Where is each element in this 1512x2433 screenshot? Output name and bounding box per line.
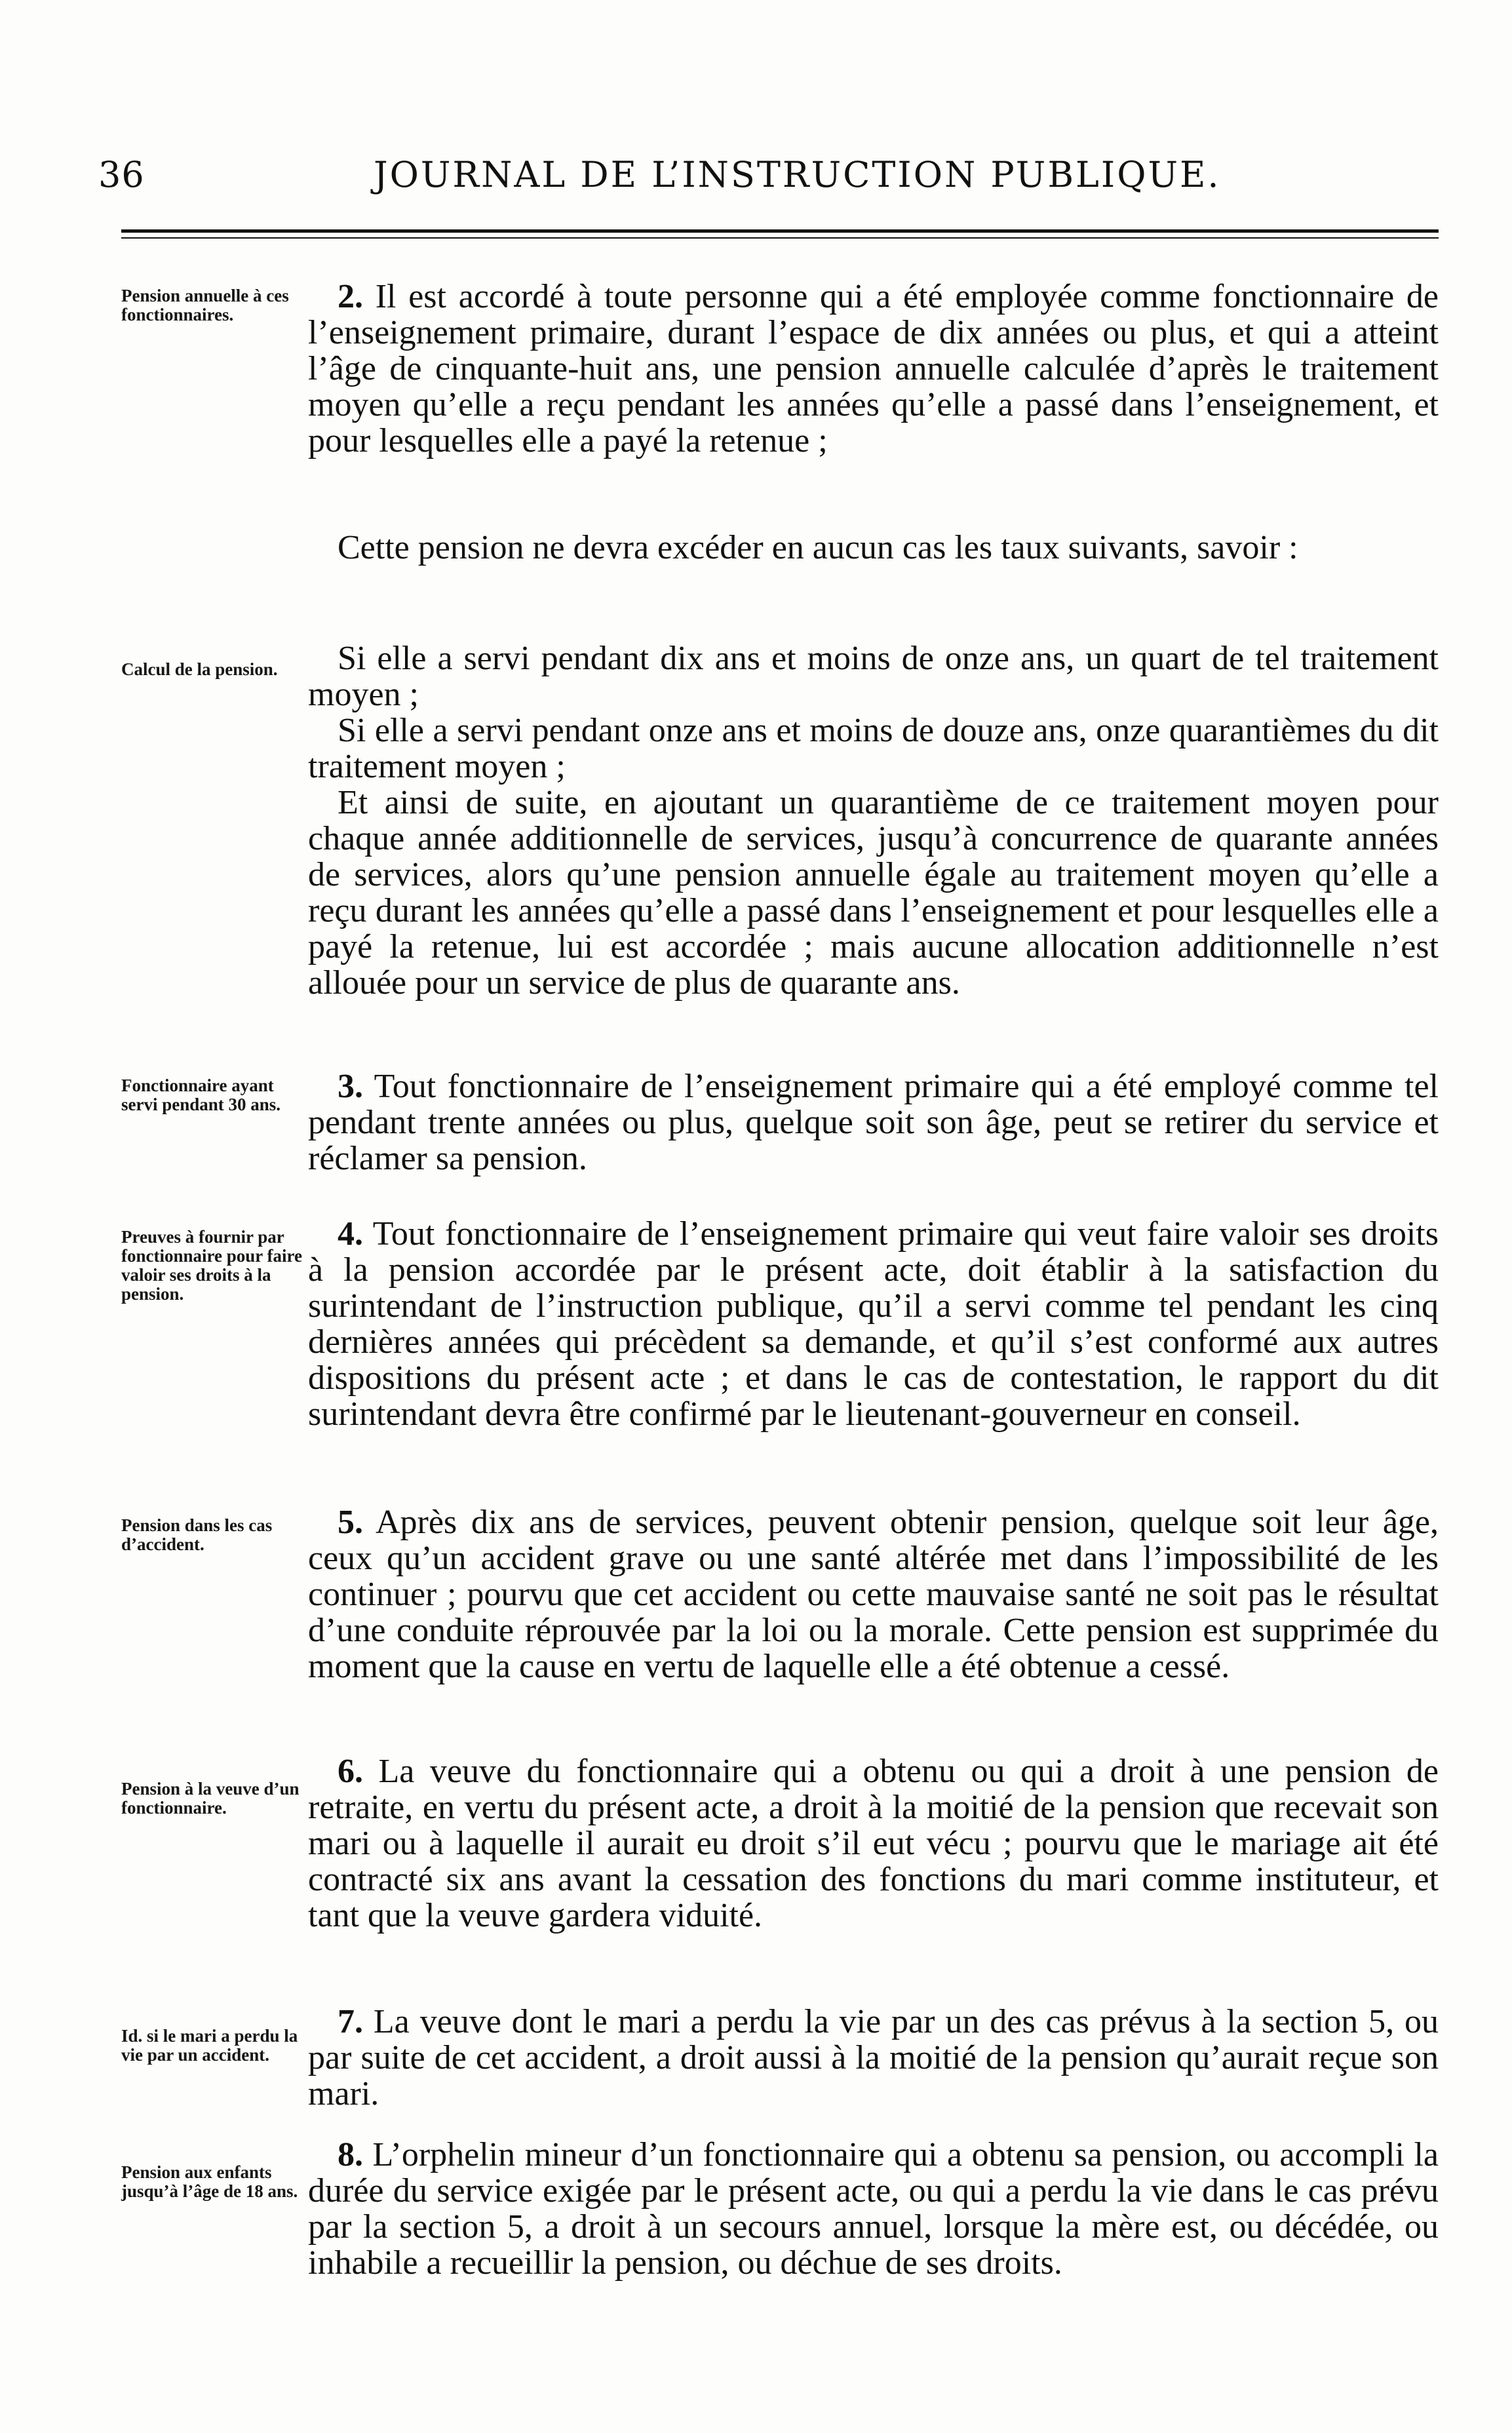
paragraph-text: L’orphelin mineur d’un fonctionnaire qui a obtenu sa pension, ou accompli la durée du service exigée par le présent acte, ou qui a perdu la vie dans le cas prévu par la section 5, a droit à un secours annuel, lorsque la mère est, ou décédée, ou inhabile a recueillir la pension, ou déchue de ses droits.: [308, 2136, 1439, 2282]
paragraph: [308, 1753, 1439, 1934]
section-number: 4.: [338, 1215, 363, 1253]
header-rule-thick: [121, 229, 1439, 233]
section-number: 8.: [338, 2136, 363, 2173]
marginal-note: Fonctionnaire ayant servi pendant 30 ans.: [121, 1076, 281, 1114]
section-number: 5.: [338, 1504, 363, 1541]
paragraph-text: Il est accordé à toute personne qui a été employée comme fonctionnaire de l’enseignement primaire, durant l’espace de dix années ou plus, et qui a atteint l’âge de cinquante-huit ans, une pension annuelle calculée d’après le traitement moyen qu’elle a reçu pendant les années qu’elle a passé dans l’enseignement, et pour lesquelles elle a payé la retenue ;: [308, 278, 1439, 459]
header-rule-thin: [121, 237, 1439, 239]
paragraph: [308, 1216, 1439, 1432]
paragraph: [308, 1068, 1439, 1177]
paragraph: [308, 279, 1439, 459]
section-number: 7.: [338, 2003, 363, 2040]
paragraph: Si elle a servi pendant dix ans et moins de onze ans, un quart de tel traitement moyen ;: [308, 640, 1439, 713]
section-number: 2.: [338, 278, 363, 315]
paragraph-text: La veuve dont le mari a perdu la vie par un des cas prévus à la section 5, ou par suite de cet accident, a droit aussi à la moitié de la pension qu’aurait reçue son mari.: [308, 2003, 1439, 2112]
marginal-note: Pension dans les cas d’accident.: [121, 1515, 273, 1554]
marginal-note: Id. si le mari a perdu la vie par un accident.: [121, 2026, 298, 2065]
running-title: JOURNAL DE L’INSTRUCTION PUBLIQUE.: [374, 154, 1221, 195]
paragraph: [308, 2004, 1439, 2112]
paragraph-text: La veuve du fonctionnaire qui a obtenu ou qui a droit à une pension de retraite, en vertu du présent acte, a droit à la moitié de la pension que recevait son mari ou à laquelle il aurait eu droit s’il eut vécu ; pourvu que le mariage ait été contracté six ans avant la cessation des fonctions du mari comme instituteur, et tant que la veuve gardera viduité.: [308, 1753, 1439, 1934]
marginal-note: Pension annuelle à ces fonctionnaires.: [121, 286, 289, 324]
paragraph-text: Tout fonctionnaire de l’enseignement primaire qui veut faire valoir ses droits à la pension accordée par le présent acte, doit établir à la satisfaction du surintendant de l’instruction publique, qu’il a servi comme tel pendant les cinq dernières années qui précèdent sa demande, et qu’il s’est conformé aux autres dispositions du présent acte ; et dans le cas de contestation, le rapport du dit surintendant devra être confirmé par le lieutenant-gouverneur en conseil.: [308, 1215, 1439, 1433]
page-header: [98, 154, 1409, 206]
paragraph-text: Tout fonctionnaire de l’enseignement primaire qui a été employé comme tel pendant trente années ou plus, quelque soit son âge, peut se retirer du service et réclamer sa pension.: [308, 1068, 1439, 1177]
paragraph: Si elle a servi pendant onze ans et moins de douze ans, onze quarantièmes du dit traitement moyen ;: [308, 712, 1439, 785]
paragraph: Et ainsi de suite, en ajoutant un quarantième de ce traitement moyen pour chaque année additionnelle de services, jusqu’à concurrence de quarante années de services, alors qu’une pension annuelle égale au traitement moyen qu’elle a reçu durant les années qu’elle a passé dans l’enseignement et pour lesquelles elle a payé la retenue, lui est accordée ; mais aucune allocation additionnelle n’est allouée pour un service de plus de quarante ans.: [308, 784, 1439, 1002]
section-number: 6.: [338, 1753, 363, 1790]
marginal-note: Calcul de la pension.: [121, 659, 278, 679]
section-number: 3.: [338, 1068, 363, 1105]
marginal-note: Preuves à fournir par fonctionnaire pour faire valoir ses droits à la pension.: [121, 1227, 302, 1304]
marginal-note: Pension à la veuve d’un fonctionnaire.: [121, 1779, 300, 1818]
paragraph: [308, 1504, 1439, 1684]
marginal-note: Pension aux enfants jusqu’à l’âge de 18 ans.: [121, 2162, 298, 2201]
page-number: 36: [98, 154, 145, 195]
paragraph: [308, 2137, 1439, 2281]
paragraph: Cette pension ne devra excéder en aucun cas les taux suivants, savoir :: [338, 529, 1298, 566]
paragraph-text: Après dix ans de services, peuvent obtenir pension, quelque soit leur âge, ceux qu’un accident grave ou une santé altérée met dans l’impossibilité de les continuer ; pourvu que cet accident ou cette mauvaise santé ne soit pas le résultat d’une conduite réprouvée par la loi ou la morale. Cette pension est supprimée du moment que la cause en vertu de laquelle elle a été obtenue a cessé.: [308, 1504, 1439, 1685]
